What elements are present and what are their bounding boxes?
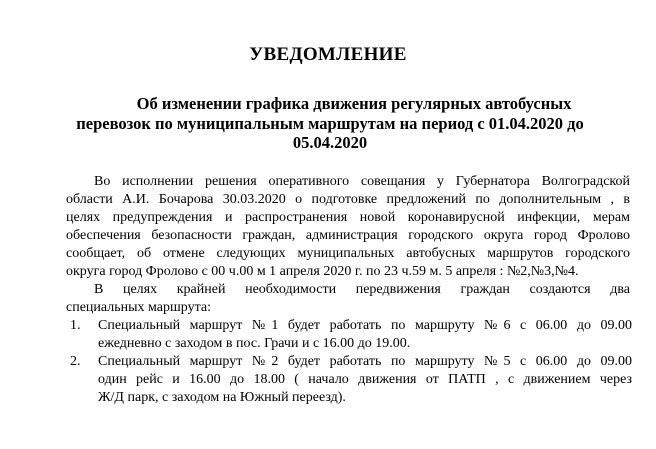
paragraph-line: округа город Фролово с 00 ч.00 м 1 апреля 2020 г. по 23 ч.59 м. 5 апреля : №2,№3,№4. xyxy=(66,264,579,279)
document-body xyxy=(66,173,632,407)
document-subtitle xyxy=(30,94,630,153)
paragraph-line: В целях крайней необходимости передвижения граждан создаются два xyxy=(94,282,630,297)
list-item xyxy=(62,353,632,407)
list-item-line: Специальный маршрут №2 будет работать по маршруту №5 с 06.00 до 09.00 xyxy=(98,354,632,369)
paragraph-line: области А.И. Бочарова 30.03.2020 о подготовке предложений по дополнительным , в xyxy=(66,192,630,207)
paragraph-line: сообщает, об отмене следующих муниципальных автобусных маршрутов городского xyxy=(66,246,630,261)
list-item xyxy=(62,317,632,353)
route-list xyxy=(62,317,632,407)
document-title: УВЕДОМЛЕНИЕ xyxy=(249,44,407,65)
paragraph-line: Во исполнении решения оперативного совещания у Губернатора Волгоградской xyxy=(94,174,630,189)
list-item-line: один рейс и 16.00 до 18.00 ( начало движения от ПАТП , с движением через xyxy=(98,372,632,387)
paragraph-line: обеспечения безопасности граждан, администрация городского округа город Фролово xyxy=(66,228,630,243)
paragraph-special-routes xyxy=(66,281,630,317)
list-item-number: 2. xyxy=(70,354,81,369)
list-item-line: ежедневно с заходом в пос. Грачи и с 16.00 до 19.00. xyxy=(98,336,411,351)
list-item-line: Ж/Д парк, с заходом на Южный переезд). xyxy=(98,390,346,405)
subtitle-line: Об изменении графика движения регулярных автобусных xyxy=(136,94,572,113)
list-item-number: 1. xyxy=(70,318,81,333)
subtitle-line: перевозок по муниципальным маршрутам на период с 01.04.2020 до xyxy=(76,113,584,133)
list-item-line: Специальный маршрут №1 будет работать по маршруту №6 с 06.00 до 09.00 xyxy=(98,318,632,333)
paragraph-decision xyxy=(66,173,630,281)
subtitle-line: 05.04.2020 xyxy=(292,133,368,152)
paragraph-line: целях предупреждения и распространения новой коронавирусной инфекции, мерам xyxy=(66,210,630,225)
paragraph-line: специальных маршрута: xyxy=(66,300,211,315)
